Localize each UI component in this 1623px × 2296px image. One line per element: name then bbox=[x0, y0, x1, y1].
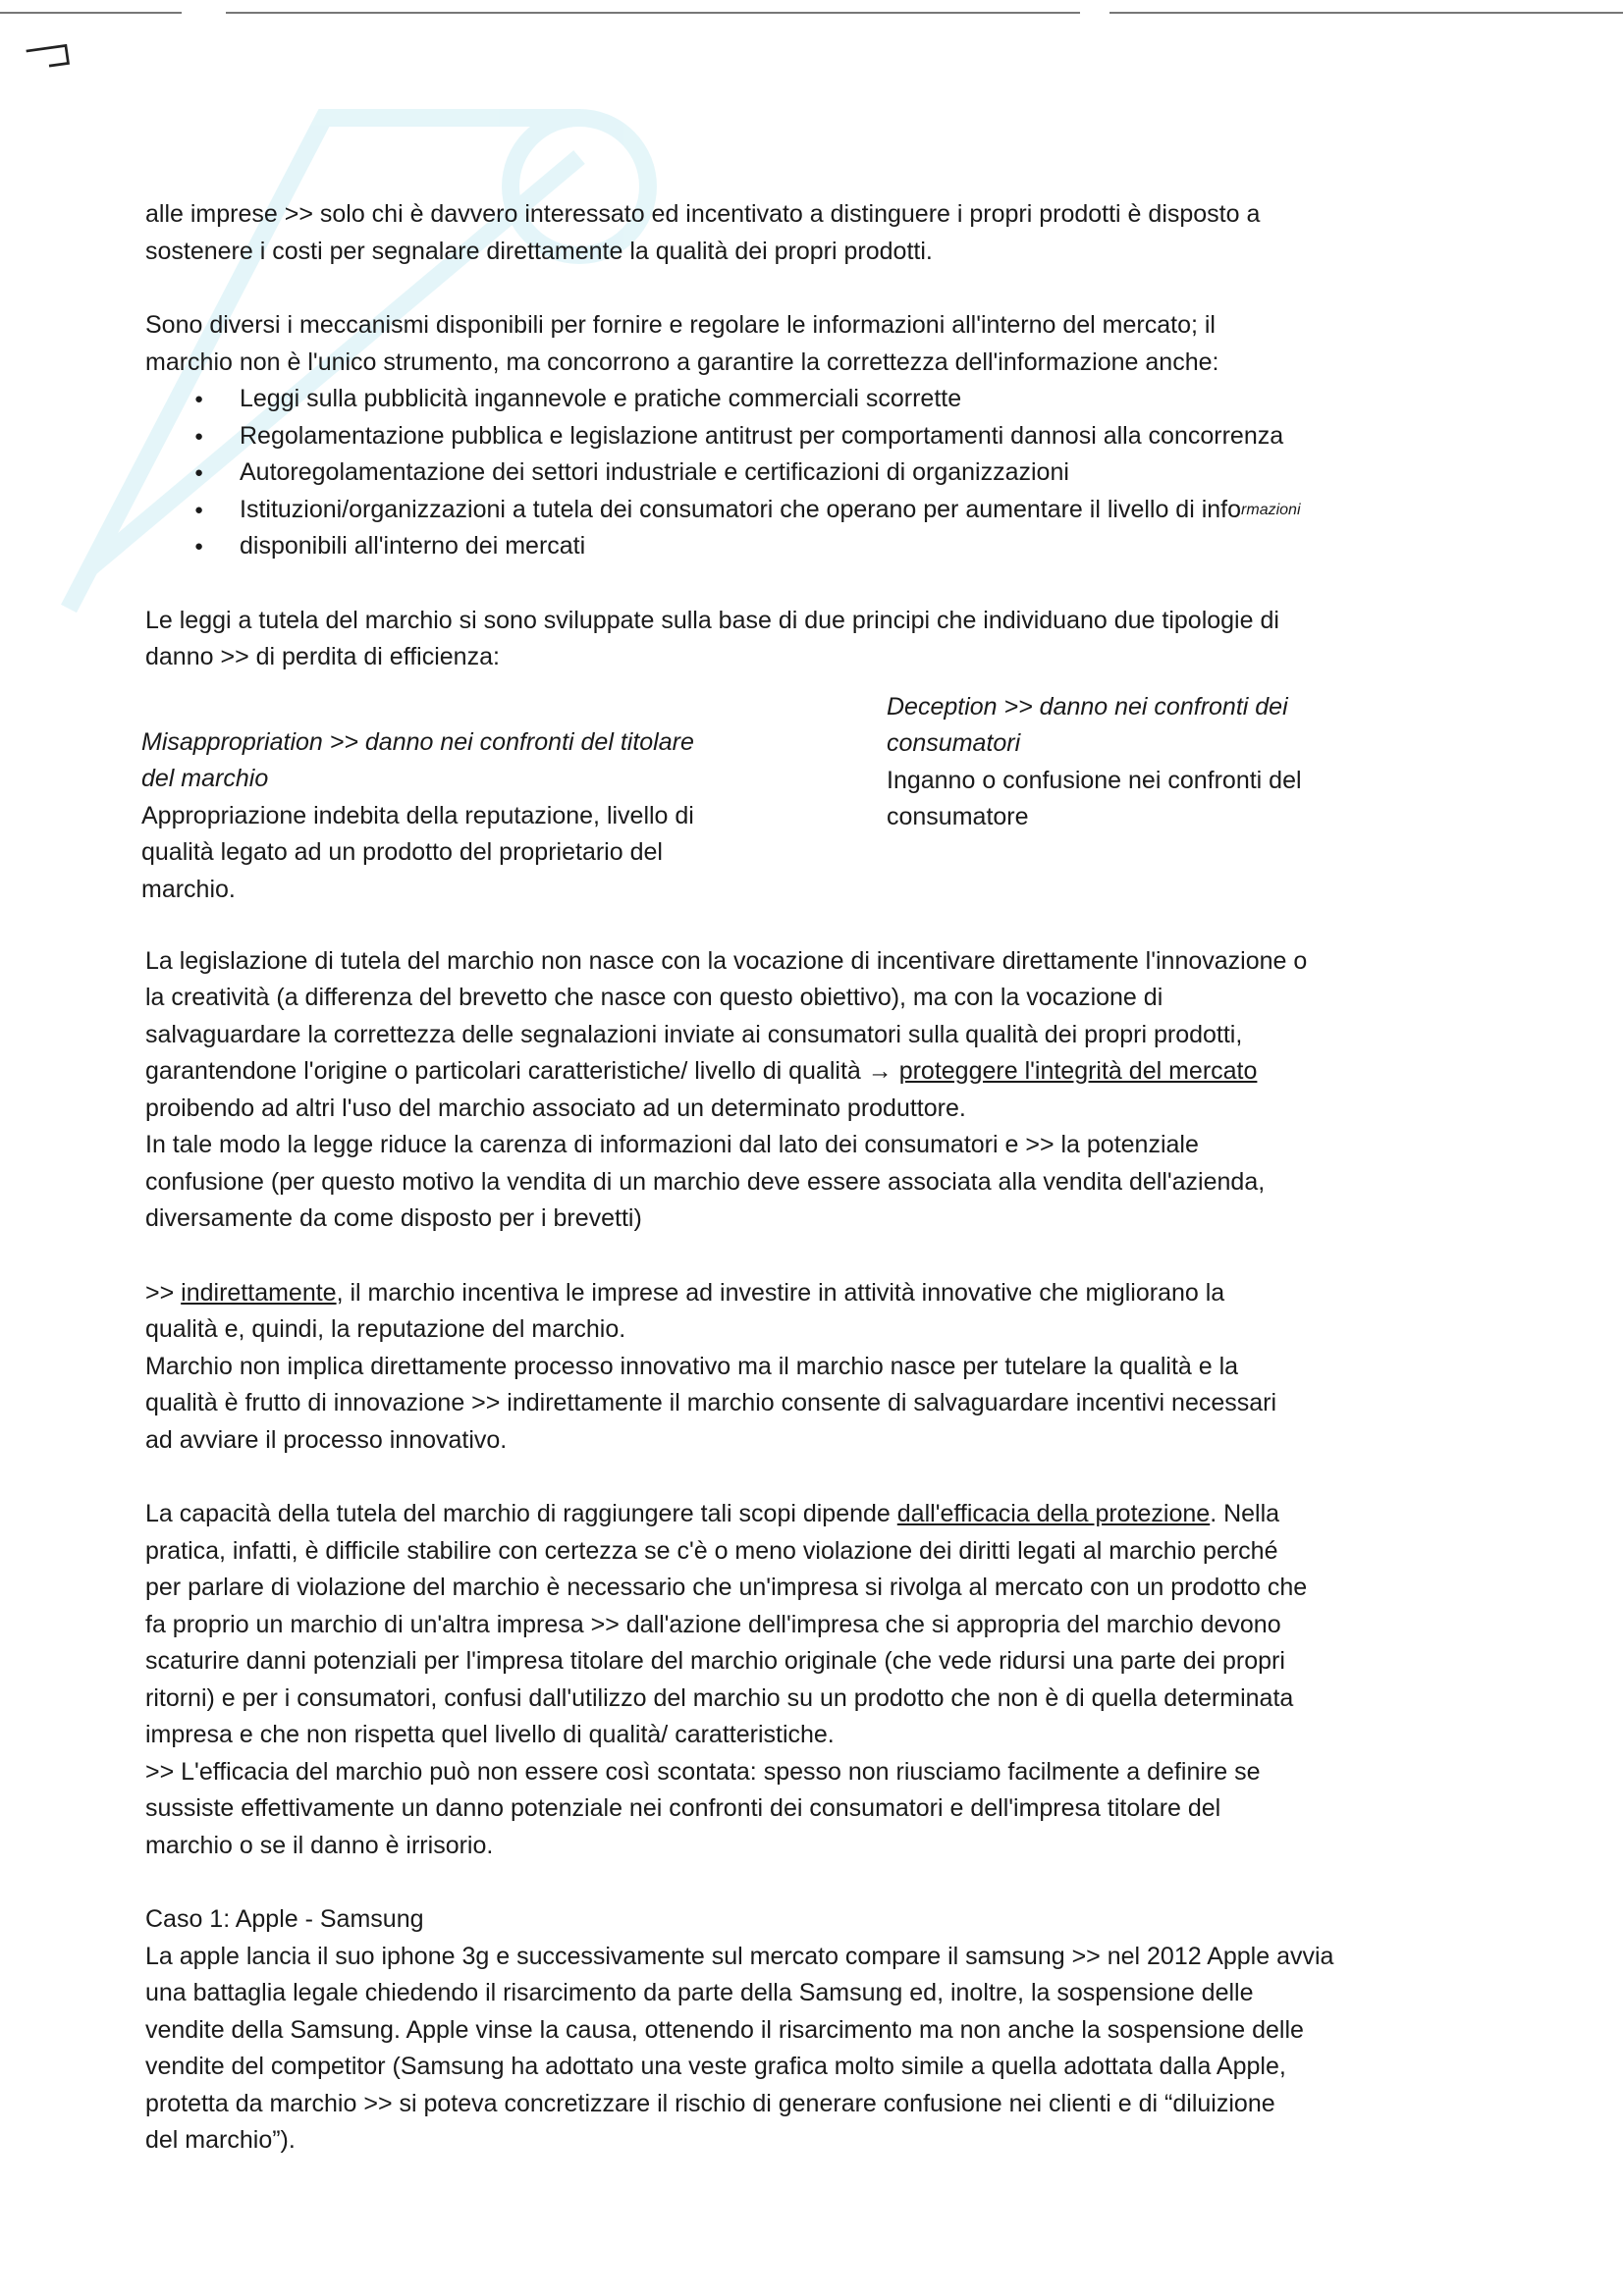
indirect-line-3: Marchio non implica direttamente processo innovativo ma il marchio nasce per tutelare la qualità e la bbox=[145, 1352, 1239, 1380]
misappropriation-title-2: del marchio bbox=[141, 765, 269, 792]
legislation-line-2: la creatività (a differenza del brevetto che nasce con questo obiettivo), ma con la vocazione di bbox=[145, 984, 1163, 1011]
efficacy-line-2: pratica, infatti, è difficile stabilire con certezza se c'è o meno violazione dei diritti legati al marchio perché bbox=[145, 1536, 1278, 1565]
case1-line-3: vendite della Samsung. Apple vinse la causa, ottenendo il risarcimento ma non anche la sospensione delle bbox=[145, 2015, 1304, 2044]
efficacy-line-6: ritorni) e per i consumatori, confusi dall'utilizzo del marchio su un prodotto che non è di quella determinata bbox=[145, 1683, 1294, 1712]
misappropriation-desc-1: Appropriazione indebita della reputazione, livello di bbox=[141, 801, 694, 829]
misappropriation-title-1: Misappropriation >> danno nei confronti del titolare bbox=[141, 727, 694, 756]
case1-line-1: La apple lancia il suo iphone 3g e successivamente sul mercato compare il samsung >> nel 2012 Apple avvia bbox=[145, 1942, 1334, 1970]
top-rule-right bbox=[1109, 12, 1623, 14]
case1-line-6: del marchio”). bbox=[145, 2126, 296, 2154]
indirect-line-1-rest: , il marchio incentiva le imprese ad investire in attività innovative che migliorano la bbox=[336, 1278, 1225, 1307]
mechanisms-list bbox=[145, 381, 1451, 565]
handwritten-completion: rmazioni bbox=[1241, 501, 1301, 518]
efficacy-line-3: per parlare di violazione del marchio è necessario che un'impresa si rivolga al mercato con un prodotto che bbox=[145, 1574, 1308, 1601]
principles-line-2: danno >> di perdita di efficienza: bbox=[145, 643, 500, 670]
indirect-prefix: >> bbox=[145, 1278, 182, 1307]
legislation-line-6: In tale modo la legge riduce la carenza di informazioni dal lato dei consumatori e >> la potenziale bbox=[145, 1131, 1199, 1158]
misappropriation-block bbox=[141, 724, 789, 909]
mechanisms-line-1: Sono diversi i meccanismi disponibili per fornire e regolare le informazioni all'interno del mercato; il bbox=[145, 311, 1216, 339]
intro-line-1: alle imprese >> solo chi è davvero interessato ed incentivato a distinguere i propri prodotti è disposto a bbox=[145, 200, 1261, 228]
legislation-line-3: salvaguardare la correttezza delle segnalazioni inviate ai consumatori sulla qualità dei propri prodotti, bbox=[145, 1020, 1243, 1048]
top-rule-left bbox=[0, 12, 182, 14]
document-body bbox=[141, 196, 1451, 2160]
mechanisms-line-2: marchio non è l'unico strumento, ma concorrono a garantire la correttezza dell'informazione anche: bbox=[145, 347, 1219, 376]
principles-line-1: Le leggi a tutela del marchio si sono sviluppate sulla base di due principi che individuano due tipologie di bbox=[145, 606, 1279, 634]
case1-line-5: protetta da marchio >> si poteva concretizzare il rischio di generare confusione nei clienti e di “diluizione bbox=[145, 2089, 1275, 2117]
indirect-line-2: qualità e, quindi, la reputazione del marchio. bbox=[145, 1315, 626, 1343]
deception-desc-2: consumatore bbox=[887, 803, 1029, 830]
list-item: ● Regolamentazione pubblica e legislazione antitrust per comportamenti dannosi alla concorrenza bbox=[240, 418, 1451, 455]
efficacy-line-1-rest: . Nella bbox=[1210, 1500, 1280, 1527]
list-item bbox=[240, 492, 1451, 529]
legislation-line-7: confusione (per questo motivo la vendita di un marchio deve essere associata alla vendita dell'azienda, bbox=[145, 1167, 1266, 1196]
efficacy-line-5: scaturire danni potenziali per l'impresa titolare del marchio originale (che vede ridursi una parte dei propri bbox=[145, 1647, 1285, 1675]
misappropriation-desc-3: marchio. bbox=[141, 875, 236, 903]
efficacy-underlined-phrase: dall'efficacia della protezione bbox=[896, 1500, 1211, 1527]
case1-line-4: vendite del competitor (Samsung ha adottato una veste grafica molto simile a quella adottata dalla Apple, bbox=[145, 2053, 1286, 2080]
list-item: ● Autoregolamentazione dei settori industriale e certificazioni di organizzazioni bbox=[240, 454, 1451, 492]
legislation-line-4-text: garantendone l'origine o particolari caratteristiche/ livello di qualità → bbox=[145, 1057, 899, 1085]
list-item: ● Leggi sulla pubblicità ingannevole e pratiche commerciali scorrette bbox=[240, 381, 1451, 418]
indirect-line-5: ad avviare il processo innovativo. bbox=[145, 1425, 508, 1454]
list-item-continuation: ● disponibili all'interno dei mercati bbox=[240, 528, 1451, 565]
intro-line-2: sostenere i costi per segnalare direttamente la qualità dei propri prodotti. bbox=[145, 237, 933, 265]
indirect-line-1 bbox=[145, 1275, 1451, 1312]
legislation-underlined-phrase: proteggere l'integrità del mercato bbox=[898, 1057, 1258, 1085]
misappropriation-desc-2: qualità legato ad un prodotto del proprietario del bbox=[141, 838, 663, 866]
efficacy-line-8: >> L'efficacia del marchio può non essere così scontata: spesso non riusciamo facilmente a definire se bbox=[145, 1757, 1261, 1786]
indirect-line-4: qualità è frutto di innovazione >> indirettamente il marchio consente di salvaguardare incentivi necessari bbox=[145, 1389, 1277, 1416]
list-item-text: Istituzioni/organizzazioni a tutela dei consumatori che operano per aumentare il livello di info bbox=[240, 495, 1242, 523]
efficacy-line-9: sussiste effettivamente un danno potenziale nei confronti dei consumatori e dell'impresa titolare del bbox=[145, 1794, 1221, 1822]
principles-columns bbox=[141, 676, 1451, 922]
efficacy-line-1 bbox=[145, 1496, 1451, 1533]
top-rule-center bbox=[226, 12, 1080, 14]
deception-title-1: Deception >> danno nei confronti dei bbox=[887, 692, 1288, 721]
deception-desc-1: Inganno o confusione nei confronti del bbox=[887, 766, 1302, 794]
efficacy-line-7: impresa e che non rispetta quel livello di qualità/ caratteristiche. bbox=[145, 1721, 835, 1748]
case1-line-2: una battaglia legale chiedendo il risarcimento da parte della Samsung ed, inoltre, la sospensione delle bbox=[145, 1979, 1254, 2006]
efficacy-line-1-text: La capacità della tutela del marchio di raggiungere tali scopi dipende bbox=[145, 1500, 897, 1527]
deception-block bbox=[887, 689, 1436, 836]
legislation-line-8: diversamente da come disposto per i brevetti) bbox=[145, 1204, 642, 1232]
indirect-underlined-word: indirettamente bbox=[181, 1278, 337, 1307]
legislation-line-4 bbox=[145, 1053, 1451, 1091]
deception-title-2: consumatori bbox=[887, 729, 1021, 757]
case1-title: Caso 1: Apple - Samsung bbox=[145, 1905, 424, 1933]
efficacy-line-10: marchio o se il danno è irrisorio. bbox=[145, 1831, 494, 1859]
legislation-line-1: La legislazione di tutela del marchio non nasce con la vocazione di incentivare direttamente l'innovazione o bbox=[145, 946, 1308, 975]
efficacy-line-4: fa proprio un marchio di un'altra impresa >> dall'azione dell'impresa che si appropria del marchio devono bbox=[145, 1610, 1281, 1638]
page-corner-mark: ⫎ bbox=[22, 27, 73, 80]
legislation-line-5: proibendo ad altri l'uso del marchio associato ad un determinato produttore. bbox=[145, 1094, 966, 1122]
